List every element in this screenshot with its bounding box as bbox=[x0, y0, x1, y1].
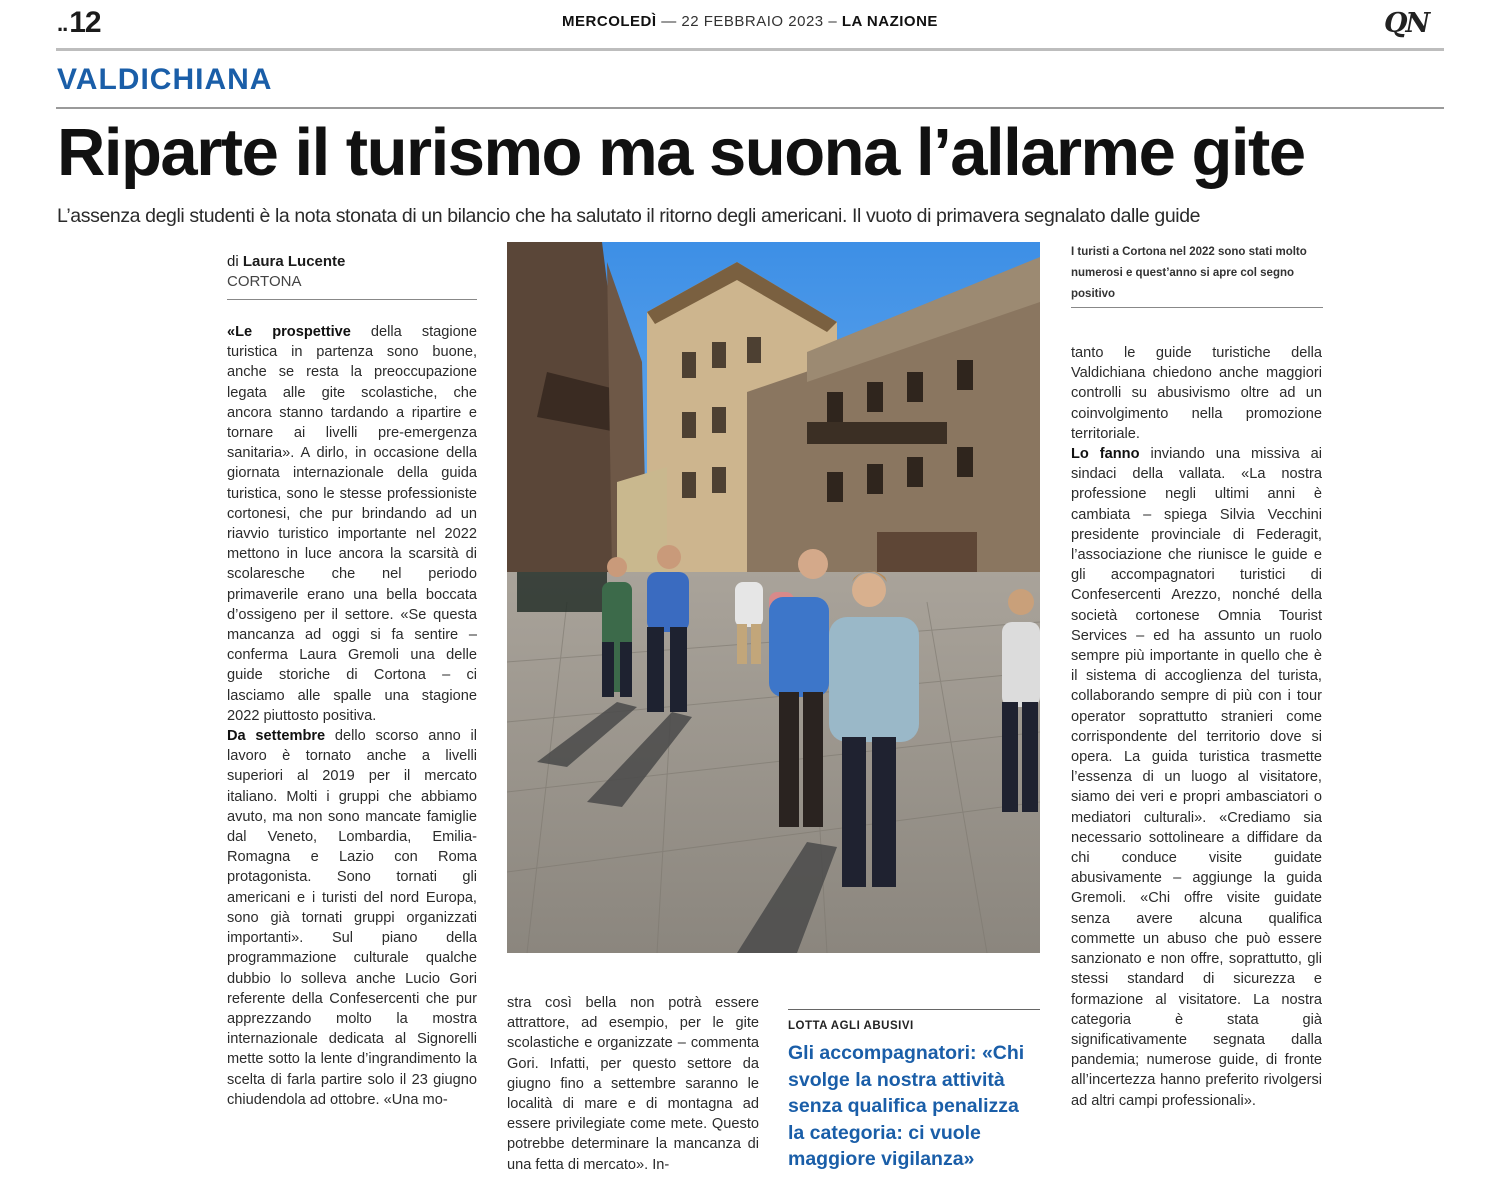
box-rule bbox=[788, 1009, 1040, 1010]
newspaper-name: LA NAZIONE bbox=[841, 13, 938, 30]
location: CORTONA bbox=[227, 273, 302, 290]
byline-rule bbox=[227, 299, 477, 300]
header-rule bbox=[56, 48, 1444, 51]
author: Laura Lucente bbox=[242, 253, 346, 270]
article-column-1: «Le prospettive della stagione turistica in partenza sono buone, anche se resta la preoccupazione legata alle gite scolastiche, che ancora stanno tardando a ripartire e tornare ai livelli pre-emergenza sanitaria». A dirlo, in occasione della giornata internazionale della guida turistica, sono le stesse professioniste cortonesi, che pur brindando ad un riavvio turistico importante nel 2022 mettono in luce ancora la scarsità di scolaresche che nel periodo primaverile erano una bella boccata d’ossigeno per il settore. «Se questa mancanza ad oggi si fa sentire – conferma Laura Gremoli una delle guide storiche di Cortona – ci lasciamo alle spalle una stagione 2022 piuttosto positiva. Da settembre dello scorso anno il lavoro è tornato anche a livelli superiori al 2019 per il mercato italiano. Molti i gruppi che abbiamo avuto, ma non sono mancate famiglie dal Veneto, Lombardia, Emilia-Romagna e Lazio con Roma protagonista. Sono tornati gli americani e i turisti del nord Europa, sono già tornati gruppi organizzati importanti». Sul piano della programmazione culturale qualche dubbio lo solleva anche Lucio Gori referente della Confesercenti che pur apprezzando molto la mostra internazionale dedicata al Signorelli mette sotto la lente d’ingrandimento la scelta di farla partire solo il 23 giugno chiudendola ad ottobre. «Una mo- bbox=[227, 324, 477, 1108]
section-title: VALDICHIANA bbox=[57, 63, 273, 96]
box-title: Gli accompagnatori: «Chi svolge la nostra attività senza qualifica penalizza la categoria: ci vuole maggiore vigilanza» bbox=[788, 1042, 1025, 1170]
dateline: MERCOLEDÌ — 22 FEBBRAIO 2023 – LA NAZIONE bbox=[562, 13, 938, 30]
byline: di Laura Lucente CORTONA bbox=[227, 253, 346, 290]
page-number: ..12 bbox=[57, 6, 101, 39]
article-photo bbox=[507, 242, 1040, 953]
article-headline: Riparte il turismo ma suona l’allarme gite bbox=[57, 115, 1305, 190]
photo-caption: I turisti a Cortona nel 2022 sono stati molto numerosi e quest’anno si apre col segno positivo bbox=[1071, 246, 1307, 300]
qn-logo: QN bbox=[1384, 8, 1429, 39]
caption-rule bbox=[1071, 307, 1323, 308]
article-column-4: tanto le guide turistiche della Valdichiana chiedono anche maggiori controlli su abusivismo oltre ad un coinvolgimento nella promozione territoriale. Lo fanno inviando una missiva ai sindaci della vallata. «La nostra professione negli ultimi anni è cambiata – spiega Silvia Vecchini presidente provinciale di Federagit, l’associazione che riunisce le guide e gli accompagnatori turistici di Confesercenti Arezzo, nonché della società cortonese Omnia Tourist Services – ed ha assunto un ruolo sempre più importante in quello che è il sistema di accoglienza del turista, collaborando sempre di più con i tour operator soprattutto stranieri come corrispondente del territorio dove si opera. La guida turistica trasmette l’essenza di un luogo al visitatore, siamo dei veri e propri ambasciatori o mediatori culturali». «Crediamo sia necessario sottolineare a diffidare da chi conduce visite guidate abusivamente – aggiunge la guida Gremoli. «Chi offre visite guidate senza avere alcuna qualifica commette un abuso che può essere sanzionato e non offre, soprattutto, gli stessi standard di sicurezza e formazione al visitatore. La nostra categoria è stata già significativamente segnata dalla pandemia; numerose guide, di fronte all’incertezza hanno preferito rivolgersi ad altri campi professionali». bbox=[1071, 345, 1322, 1109]
article-column-2: stra così bella non potrà essere attrattore, ad esempio, per le gite scolastiche e organizzate – commenta Gori. Infatti, per questo settore da giugno fino a settembre saranno le località di mare e di montagna ad essere privilegiate come mete. Questo potrebbe determinare la mancanza di una fetta di mercato». In- bbox=[507, 995, 759, 1173]
box-kicker: LOTTA AGLI ABUSIVI bbox=[788, 1020, 914, 1032]
issue-date: 22 FEBBRAIO 2023 bbox=[681, 13, 824, 30]
weekday: MERCOLEDÌ bbox=[562, 13, 657, 30]
article-subheadline: L’assenza degli studenti è la nota stonata di un bilancio che ha salutato il ritorno degli americani. Il vuoto di primavera segnalato dalle guide bbox=[57, 205, 1201, 227]
section-rule bbox=[56, 107, 1444, 109]
